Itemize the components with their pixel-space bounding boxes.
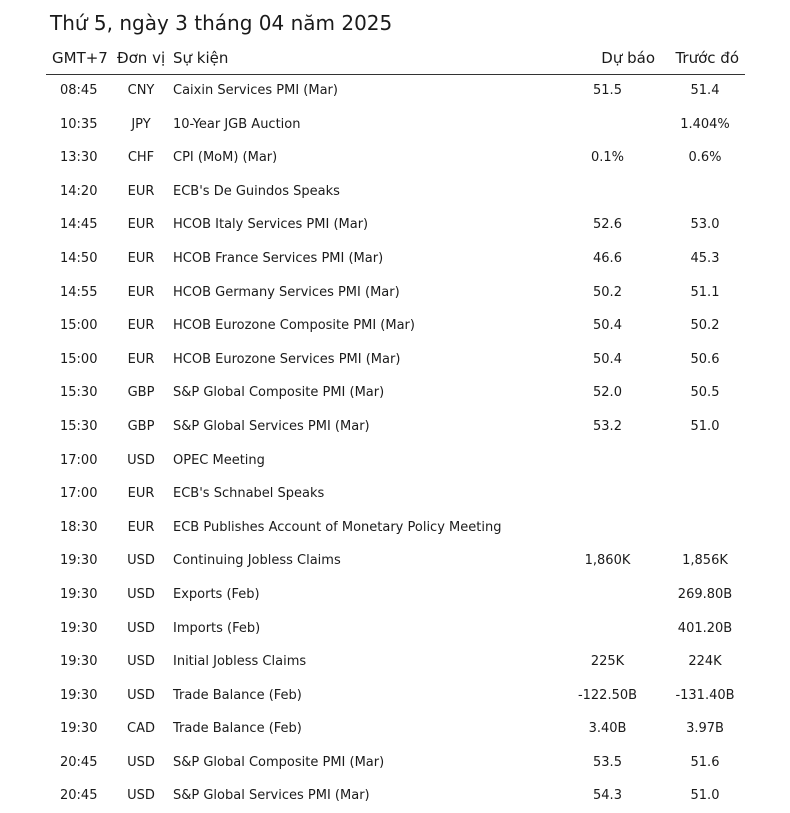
- row-currency: USD: [127, 687, 155, 703]
- row-previous: 51.1: [690, 284, 720, 300]
- table-row: [0, 410, 790, 444]
- row-previous: 45.3: [690, 250, 720, 266]
- row-previous: 51.4: [690, 83, 720, 98]
- row-time: 17:00: [60, 452, 98, 468]
- row-event: Exports (Feb): [173, 586, 260, 602]
- table-row: [0, 578, 790, 612]
- row-time: 14:45: [60, 217, 98, 233]
- row-forecast: 225K: [590, 654, 625, 670]
- row-forecast: 0.1%: [590, 150, 625, 166]
- row-event: OPEC Meeting: [173, 452, 265, 468]
- row-time: 15:00: [60, 318, 98, 334]
- table-row: [0, 679, 790, 713]
- row-previous: 51.6: [690, 754, 720, 770]
- row-currency: CAD: [127, 721, 155, 737]
- row-currency: USD: [127, 754, 155, 770]
- row-forecast: 51.5: [593, 83, 622, 98]
- table-row: [0, 208, 790, 242]
- table-row: [0, 511, 790, 545]
- header-previous: Trước đó: [675, 49, 739, 67]
- row-event: ECB Publishes Account of Monetary Policy Meeting: [173, 519, 502, 535]
- table-row: [0, 612, 790, 646]
- row-forecast: 46.6: [593, 250, 622, 266]
- table-row: [0, 242, 790, 276]
- row-currency: EUR: [127, 183, 155, 199]
- row-forecast: 53.5: [593, 754, 622, 770]
- row-currency: EUR: [127, 284, 155, 300]
- row-currency: GBP: [127, 418, 155, 434]
- row-forecast: 52.0: [593, 385, 622, 401]
- row-currency: CHF: [127, 150, 155, 166]
- row-forecast: 54.3: [593, 788, 622, 804]
- table-row: [0, 141, 790, 175]
- row-currency: EUR: [127, 318, 155, 334]
- table-row: [0, 309, 790, 343]
- table-row: [0, 712, 790, 746]
- row-currency: EUR: [127, 351, 155, 367]
- row-forecast: 1,860K: [584, 553, 631, 569]
- row-event: Initial Jobless Claims: [173, 654, 307, 670]
- row-previous: 401.20B: [677, 620, 733, 636]
- row-forecast: 3.40B: [588, 721, 627, 737]
- row-event: S&P Global Services PMI (Mar): [173, 788, 370, 804]
- row-event: S&P Global Services PMI (Mar): [173, 418, 370, 434]
- row-event: S&P Global Composite PMI (Mar): [173, 754, 385, 770]
- row-time: 13:30: [60, 150, 98, 166]
- header-forecast: Dự báo: [601, 49, 655, 67]
- row-currency: USD: [127, 654, 155, 670]
- row-event: HCOB France Services PMI (Mar): [173, 250, 384, 266]
- row-event: Continuing Jobless Claims: [173, 553, 341, 569]
- row-event: Imports (Feb): [173, 620, 261, 636]
- row-previous: 1,856K: [682, 553, 728, 569]
- row-event: HCOB Germany Services PMI (Mar): [173, 284, 400, 300]
- row-time: 19:30: [60, 654, 98, 670]
- table-row: [0, 645, 790, 679]
- row-currency: CNY: [127, 83, 155, 98]
- row-previous: 50.6: [690, 351, 720, 367]
- row-event: HCOB Eurozone Composite PMI (Mar): [173, 318, 415, 334]
- row-currency: EUR: [127, 519, 155, 535]
- table-row: [0, 108, 790, 142]
- row-time: 19:30: [60, 553, 98, 569]
- row-previous: 0.6%: [688, 150, 722, 166]
- row-event: S&P Global Composite PMI (Mar): [173, 385, 385, 401]
- row-event: Trade Balance (Feb): [173, 687, 302, 703]
- event-table: [0, 74, 790, 813]
- row-previous: 269.80B: [677, 586, 733, 602]
- row-previous: 1.404%: [680, 116, 730, 132]
- row-time: 18:30: [60, 519, 98, 535]
- table-row: [0, 477, 790, 511]
- header-currency: Đơn vị: [117, 49, 166, 67]
- row-time: 20:45: [60, 788, 98, 804]
- table-row: [0, 779, 790, 813]
- row-currency: JPY: [131, 116, 151, 132]
- table-row: [0, 746, 790, 780]
- page-title: Thứ 5, ngày 3 tháng 04 năm 2025: [50, 11, 393, 35]
- row-time: 10:35: [60, 116, 98, 132]
- row-time: 19:30: [60, 687, 98, 703]
- table-row: [0, 175, 790, 209]
- row-event: Caixin Services PMI (Mar): [173, 83, 338, 98]
- row-event: ECB's De Guindos Speaks: [173, 183, 340, 199]
- row-time: 14:55: [60, 284, 98, 300]
- row-currency: USD: [127, 788, 155, 804]
- row-previous: -131.40B: [675, 687, 735, 703]
- row-previous: 224K: [688, 654, 722, 670]
- row-event: 10-Year JGB Auction: [173, 116, 301, 132]
- table-row: [0, 444, 790, 478]
- row-time: 19:30: [60, 721, 98, 737]
- row-previous: 50.2: [690, 318, 720, 334]
- row-previous: 3.97B: [686, 721, 724, 737]
- row-time: 14:50: [60, 250, 98, 266]
- row-currency: USD: [127, 620, 155, 636]
- row-event: HCOB Italy Services PMI (Mar): [173, 217, 369, 233]
- row-time: 19:30: [60, 620, 98, 636]
- row-currency: USD: [127, 452, 155, 468]
- row-time: 17:00: [60, 486, 98, 502]
- row-currency: GBP: [127, 385, 155, 401]
- row-forecast: 50.2: [593, 284, 622, 300]
- row-event: ECB's Schnabel Speaks: [173, 486, 325, 502]
- row-previous: 51.0: [690, 788, 720, 804]
- row-previous: 53.0: [690, 217, 720, 233]
- row-currency: EUR: [127, 250, 155, 266]
- row-forecast: 50.4: [593, 318, 622, 334]
- row-time: 14:20: [60, 183, 98, 199]
- row-currency: USD: [127, 586, 155, 602]
- row-time: 15:00: [60, 351, 98, 367]
- table-row: [0, 376, 790, 410]
- row-time: 08:45: [60, 83, 98, 98]
- row-time: 20:45: [60, 754, 98, 770]
- table-row: [0, 276, 790, 310]
- row-previous: 50.5: [690, 385, 720, 401]
- row-currency: USD: [127, 553, 155, 569]
- row-previous: 51.0: [690, 418, 720, 434]
- table-row: [0, 544, 790, 578]
- row-forecast: 52.6: [593, 217, 622, 233]
- table-row: [0, 74, 790, 108]
- row-event: CPI (MoM) (Mar): [173, 150, 278, 166]
- row-forecast: 50.4: [593, 351, 622, 367]
- row-currency: EUR: [127, 217, 155, 233]
- row-time: 15:30: [60, 418, 98, 434]
- row-event: Trade Balance (Feb): [173, 721, 302, 737]
- row-event: HCOB Eurozone Services PMI (Mar): [173, 351, 401, 367]
- header-event: Sự kiện: [173, 49, 229, 67]
- row-time: 19:30: [60, 586, 98, 602]
- row-currency: EUR: [127, 486, 155, 502]
- row-forecast: -122.50B: [577, 687, 638, 703]
- row-time: 15:30: [60, 385, 98, 401]
- table-row: [0, 343, 790, 377]
- header-time: GMT+7: [52, 49, 108, 67]
- table-header: [0, 46, 790, 70]
- row-forecast: 53.2: [593, 418, 622, 434]
